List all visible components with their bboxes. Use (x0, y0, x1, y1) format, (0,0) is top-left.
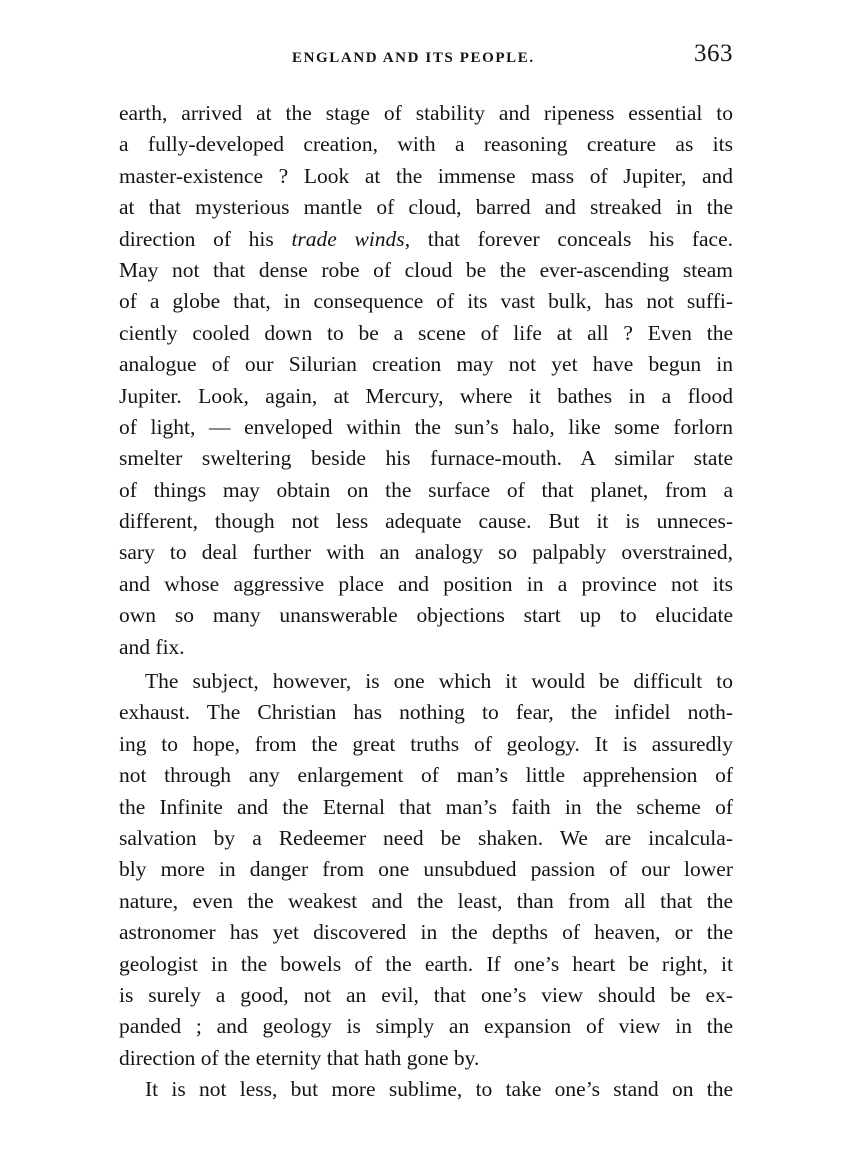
text-line: ing to hope, from the great truths of geology. It is assuredly (119, 731, 733, 756)
text-line: sary to deal further with an analogy so palpably overstrained, (119, 540, 733, 565)
text-line: salvation by a Redeemer need be shaken. We are incalcula- (119, 825, 733, 850)
page-number: 363 (694, 40, 733, 67)
running-head (118, 40, 733, 76)
text-line: It is not less, but more sublime, to take one’s stand on the (145, 1077, 733, 1102)
paragraph-1 (119, 98, 733, 663)
text-line: master-existence ? Look at the immense mass of Jupiter, and (119, 163, 733, 188)
body-text (119, 98, 733, 1106)
text-line: Jupiter. Look, again, at Mercury, where it bathes in a flood (119, 383, 733, 408)
text-line: May not that dense robe of cloud be the ever-ascending steam (119, 257, 733, 282)
text-line: a fully-developed creation, with a reasoning creature as its (119, 132, 733, 157)
text-line: The subject, however, is one which it would be difficult to (145, 669, 733, 694)
text-line: panded ; and geology is simply an expansion of view in the (119, 1014, 733, 1039)
paragraph-3 (119, 1074, 733, 1105)
text-line: of light, — enveloped within the sun’s halo, like some forlorn (119, 414, 733, 439)
text-line: the Infinite and the Eternal that man’s faith in the scheme of (119, 794, 733, 819)
text-line: and whose aggressive place and position in a province not its (119, 571, 733, 596)
text-line: smelter sweltering beside his furnace-mouth. A similar state (119, 446, 733, 471)
text-line: direction of the eternity that hath gone by. (119, 1045, 480, 1070)
text-line: geologist in the bowels of the earth. If one’s heart be right, it (119, 951, 733, 976)
text-line: different, though not less adequate cause. But it is unneces- (119, 509, 733, 534)
text-line: astronomer has yet discovered in the depths of heaven, or the (119, 920, 733, 945)
text-line: of things may obtain on the surface of that planet, from a (119, 477, 733, 502)
text-line: exhaust. The Christian has nothing to fear, the infidel noth- (119, 700, 733, 725)
text-line: at that mysterious mantle of cloud, barred and streaked in the (119, 195, 733, 220)
text-line: is surely a good, not an evil, that one’s view should be ex- (119, 982, 733, 1007)
paragraph-2 (119, 666, 733, 1074)
text-line: analogue of our Silurian creation may not yet have begun in (119, 352, 733, 377)
text-line: earth, arrived at the stage of stability and ripeness essential to (119, 101, 733, 125)
text-line: ciently cooled down to be a scene of life at all ? Even the (119, 320, 733, 345)
text-line: bly more in danger from one unsubdued passion of our lower (119, 857, 733, 882)
text-line: of a globe that, in consequence of its vast bulk, has not suffi- (119, 289, 733, 314)
running-title: ENGLAND AND ITS PEOPLE. (292, 50, 535, 66)
text-line: and fix. (119, 634, 185, 659)
italic-phrase: trade winds (291, 226, 405, 251)
text-line-with-italic-phrase: direction of his trade winds, that forever conceals his face. (119, 226, 733, 251)
text-line: nature, even the weakest and the least, than from all that the (119, 888, 733, 913)
text-line: not through any enlargement of man’s little apprehension of (119, 763, 733, 788)
text-line: own so many unanswerable objections start up to elucidate (119, 603, 733, 628)
